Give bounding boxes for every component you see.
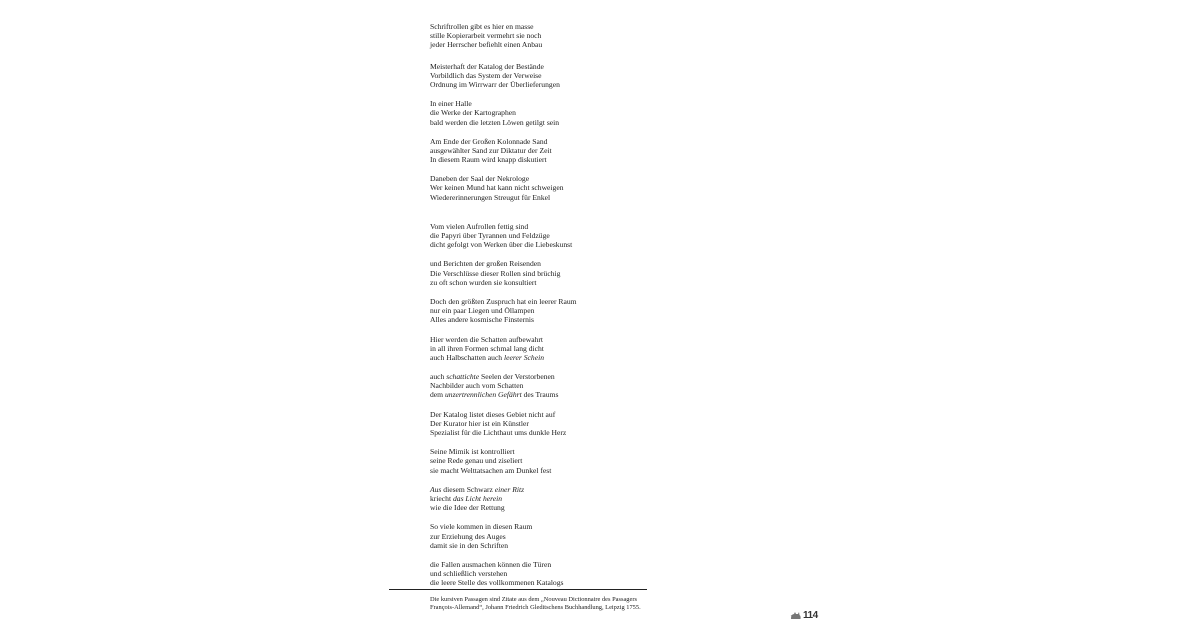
line-segment: Wer keinen Mund hat kann nicht schweigen — [430, 183, 564, 193]
poem-line — [430, 108, 830, 117]
line-segment: Am Ende der Großen Kolonnade Sand — [430, 136, 548, 146]
stanza — [430, 99, 830, 127]
poem-line — [430, 428, 830, 437]
page-number: 114 — [803, 609, 818, 621]
poem-line — [430, 560, 830, 569]
line-segment: Spezialist für die Lichthaut ums dunkle Herz — [430, 428, 567, 437]
poem-line — [430, 569, 830, 578]
line-segment: zur Erziehung des Auges — [430, 531, 506, 541]
line-segment: kriecht — [430, 493, 453, 503]
stanza — [430, 447, 830, 475]
line-segment: auch — [430, 372, 447, 382]
line-segment: die leere Stelle des vollkommenen Katalogs — [430, 578, 564, 588]
stanza — [430, 335, 830, 363]
stanza — [430, 259, 830, 287]
poem-line — [430, 541, 830, 550]
poem-line — [430, 297, 830, 306]
line-segment: die Werke der Kartographen — [430, 108, 516, 118]
poem-line — [430, 259, 830, 268]
line-segment: Die Verschlüsse dieser Rollen sind brüchig — [430, 268, 561, 278]
poem-line — [430, 353, 830, 362]
poem-line — [430, 532, 830, 541]
poem-line — [430, 381, 830, 390]
line-segment: Daneben der Saal der Nekrologe — [430, 174, 530, 184]
line-segment: damit sie in den Schriften — [430, 540, 509, 550]
poem-line — [430, 269, 830, 278]
quoted-passage: schattichte — [446, 372, 480, 382]
poem-line — [430, 155, 830, 164]
footnote-divider — [389, 589, 647, 590]
poem-text — [430, 22, 830, 587]
quoted-passage: unzertrennlichen Gefährt — [444, 390, 522, 400]
line-segment: in all ihren Formen schmal lang dicht — [430, 343, 544, 353]
line-segment: So viele kommen in diesen Raum — [430, 522, 533, 532]
poem-line — [430, 494, 830, 503]
line-segment: und Berichten der großen Reisenden — [430, 259, 541, 269]
line-segment: Meisterhaft der Katalog der Bestände — [430, 61, 544, 71]
footnote-line-1: Die kursiven Passagen sind Zitate aus dem „Nouveau Dictionnaire des Passagers — [430, 596, 637, 603]
line-segment: bald werden die letzten Löwen getilgt sein — [430, 117, 560, 127]
stanza — [430, 485, 830, 513]
line-segment: In diesem Raum wird knapp diskutiert — [430, 155, 547, 165]
line-segment: Seine Mimik ist kontrolliert — [430, 447, 515, 457]
line-segment: In einer Halle — [430, 99, 472, 109]
stanza — [430, 560, 830, 588]
line-segment: seine Rede genau und ziseliert — [430, 456, 523, 466]
poem-line — [430, 231, 830, 240]
poem-line — [430, 372, 830, 381]
line-segment: nur ein paar Liegen und Öllampen — [430, 306, 535, 316]
stanza — [430, 410, 830, 438]
poem-line — [430, 183, 830, 192]
line-segment: Schriftrollen gibt es hier en masse — [430, 22, 534, 31]
line-segment: diesem Schwarz — [441, 484, 495, 494]
line-segment: Hier werden die Schatten aufbewahrt — [430, 334, 544, 344]
poem-line — [430, 456, 830, 465]
quoted-passage: Aus — [430, 484, 442, 494]
line-segment: Vom vielen Aufrollen fettig sind — [430, 221, 529, 231]
poem-line — [430, 466, 830, 475]
line-segment: stille Kopierarbeit vermehrt sie noch — [430, 31, 542, 41]
poem-line — [430, 278, 830, 287]
line-segment: Der Katalog listet dieses Gebiet nicht auf — [430, 409, 556, 419]
stanza — [430, 62, 830, 90]
line-segment: dem — [430, 390, 445, 400]
poem-line — [430, 71, 830, 80]
quoted-passage: leerer Schein — [504, 352, 545, 362]
line-segment: Nachbilder auch vom Schatten — [430, 381, 524, 391]
poem-line — [430, 335, 830, 344]
poem-line — [430, 118, 830, 127]
quoted-passage: einer Ritz — [494, 484, 525, 494]
poem-line — [430, 40, 830, 49]
cat-icon — [790, 609, 802, 621]
line-segment: Alles andere kosmische Finsternis — [430, 315, 534, 325]
line-segment: des Traums — [521, 390, 559, 400]
footnote — [430, 596, 730, 611]
line-segment: und schließlich verstehen — [430, 569, 508, 579]
line-segment: jeder Herrscher befiehlt einen Anbau — [430, 40, 543, 50]
poem-line — [430, 31, 830, 40]
poem-line — [430, 522, 830, 531]
poem-line — [430, 419, 830, 428]
line-segment: zu oft schon wurden sie konsultiert — [430, 277, 537, 287]
line-segment: wie die Idee der Rettung — [430, 503, 505, 513]
poem-line — [430, 578, 830, 587]
poem-line — [430, 390, 830, 399]
poem-line — [430, 503, 830, 512]
poem-line — [430, 99, 830, 108]
line-segment: die Papyri über Tyrannen und Feldzüge — [430, 231, 550, 240]
line-segment: Wiedererinnerungen Streugut für Enkel — [430, 192, 551, 202]
poem-line — [430, 22, 830, 31]
line-segment: Vorbildlich das System der Verweise — [430, 70, 542, 80]
stanza — [430, 222, 830, 250]
poem-line — [430, 240, 830, 249]
poem-line — [430, 344, 830, 353]
line-segment: dicht gefolgt von Werken über die Liebeskunst — [430, 240, 573, 250]
poem-line — [430, 222, 830, 231]
page-number-block — [790, 609, 818, 621]
poem-line — [430, 447, 830, 456]
line-segment: die Fallen ausmachen können die Türen — [430, 559, 552, 569]
footnote-line-2: François-Allemand“, Johann Friedrich Gleditschens Buchhandlung, Leipzig 1755. — [430, 603, 641, 611]
line-segment: Ordnung im Wirrwarr der Überlieferungen — [430, 79, 560, 89]
line-segment: Der Kurator hier ist ein Künstler — [430, 418, 529, 428]
poem-line — [430, 146, 830, 155]
line-segment: sie macht Welttatsachen am Dunkel fest — [430, 465, 552, 475]
stanza — [430, 372, 830, 400]
stanza — [430, 522, 830, 550]
poem-line — [430, 315, 830, 324]
line-segment: auch Halbschatten auch — [430, 352, 505, 362]
poem-line — [430, 485, 830, 494]
poem-line — [430, 80, 830, 89]
poem-line — [430, 137, 830, 146]
poem-line — [430, 62, 830, 71]
stanza — [430, 174, 830, 202]
line-segment: Doch den größten Zuspruch hat ein leerer Raum — [430, 296, 577, 306]
poem-line — [430, 193, 830, 202]
poem-line — [430, 410, 830, 419]
stanza — [430, 137, 830, 165]
stanza — [430, 22, 830, 50]
poem-line — [430, 174, 830, 183]
quoted-passage: das Licht herein — [452, 493, 503, 503]
line-segment: ausgewählter Sand zur Diktatur der Zeit — [430, 145, 552, 155]
stanza — [430, 297, 830, 325]
poem-line — [430, 306, 830, 315]
line-segment: Seelen der Verstorbenen — [479, 372, 555, 382]
